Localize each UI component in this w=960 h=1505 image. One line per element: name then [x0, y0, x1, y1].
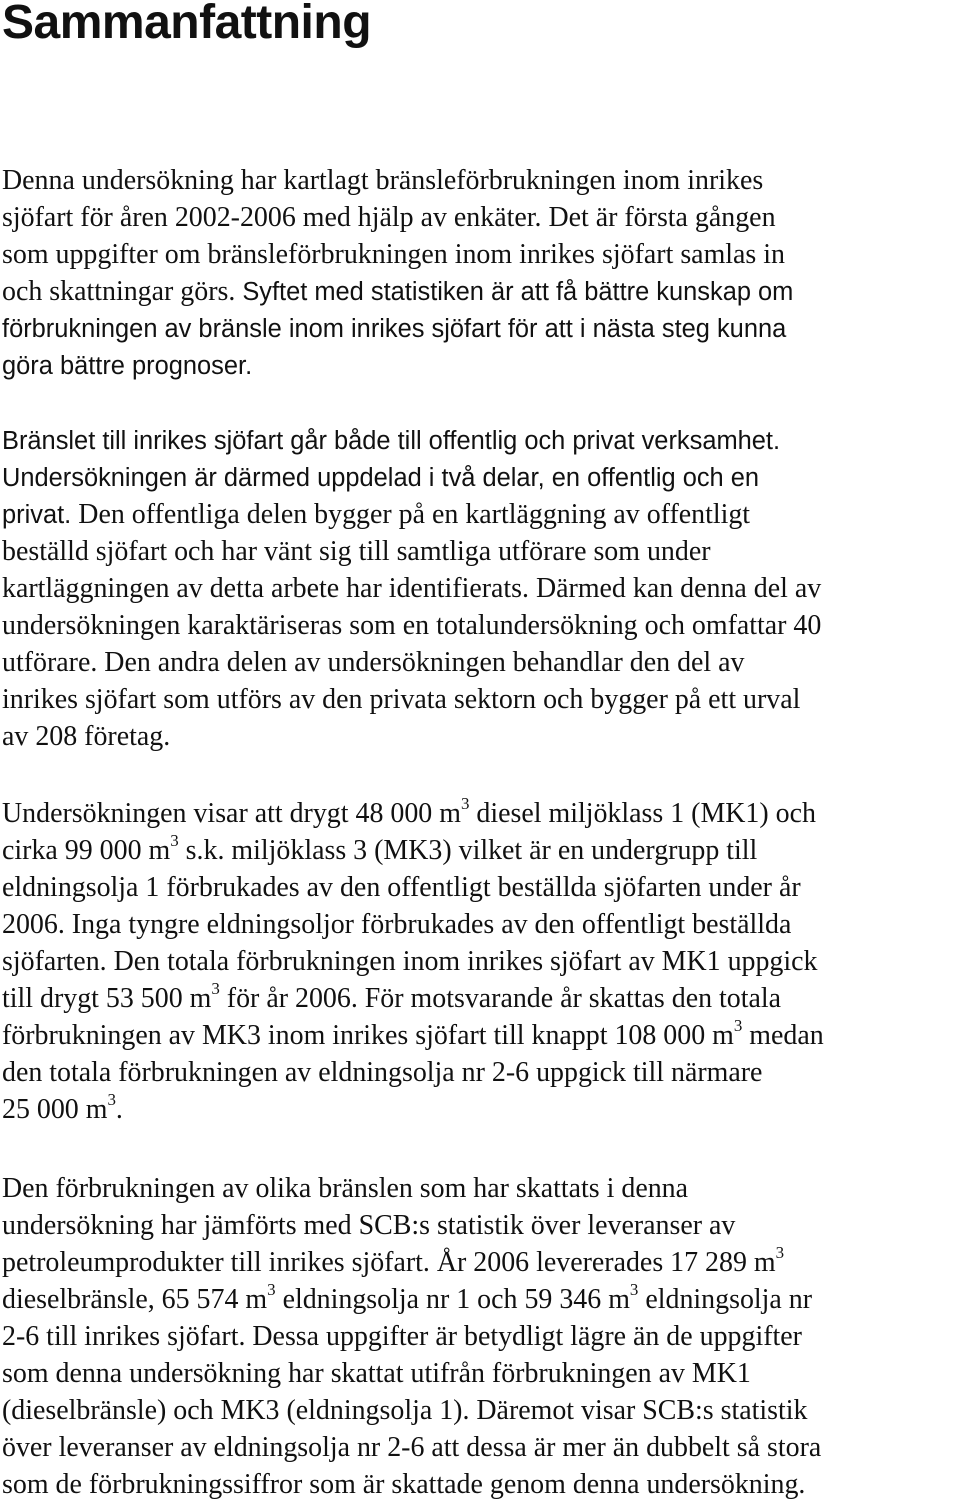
text-segment: den totala förbrukningen av eldningsolja nr 2-6 uppgick till närmare — [2, 1057, 763, 1088]
text-line — [2, 1244, 957, 1281]
superscript: 3 — [170, 831, 179, 850]
text-segment: 2-6 till inrikes sjöfart. Dessa uppgifter är betydligt lägre än de uppgifter — [2, 1321, 802, 1352]
text-segment: inrikes sjöfart som utförs av den privata sektorn och bygger på ett urval — [2, 684, 801, 715]
text-segment: medan — [742, 1020, 824, 1051]
text-segment: Undersökningen är därmed uppdelad i två delar, en offentlig och en — [2, 464, 760, 492]
superscript: 3 — [211, 979, 220, 998]
text-line — [2, 347, 957, 384]
text-segment: Den förbrukningen av olika bränslen som har skattats i denna — [2, 1173, 689, 1204]
text-segment: undersökning har jämförts med SCB:s statistik över leveranser av — [2, 1210, 736, 1241]
text-segment: göra bättre prognoser. — [2, 352, 253, 380]
text-segment: eldningsolja nr — [638, 1284, 813, 1315]
text-segment: Denna undersökning har kartlagt bränsleförbrukningen inom inrikes — [2, 165, 764, 196]
paragraph-2 — [2, 422, 960, 755]
superscript: 3 — [733, 1016, 743, 1035]
text-line — [2, 162, 957, 199]
text-segment: som de förbrukningssiffror som är skattade genom denna undersökning. — [2, 1469, 806, 1500]
text-line — [2, 832, 957, 869]
text-line — [2, 681, 957, 718]
superscript: 3 — [775, 1243, 785, 1262]
text-segment: s.k. miljöklass 3 (MK3) vilket är en undergrupp till — [178, 835, 758, 866]
paragraph-4 — [2, 1170, 960, 1503]
text-line — [2, 273, 957, 310]
text-line — [2, 459, 957, 496]
text-line — [2, 980, 957, 1017]
text-line — [2, 1017, 957, 1054]
text-segment: privat. — [2, 501, 79, 529]
text-segment: förbrukningen av bränsle inom inrikes sjöfart för att i nästa steg kunna — [2, 315, 787, 343]
text-line — [2, 570, 957, 607]
text-segment: för år 2006. För motsvarande år skattas den totala — [219, 983, 782, 1014]
text-segment: förbrukningen av MK3 inom inrikes sjöfart till knappt 108 000 m — [2, 1020, 734, 1051]
text-segment: utförare. Den andra delen av undersökningen behandlar den del av — [2, 647, 745, 678]
text-line — [2, 644, 957, 681]
text-segment: diesel miljöklass 1 (MK1) och — [469, 798, 816, 829]
text-line — [2, 718, 957, 755]
text-segment: Bränslet till inrikes sjöfart går både till offentlig och privat verksamhet. — [2, 427, 781, 455]
text-line — [2, 869, 957, 906]
text-segment: beställd sjöfart och har vänt sig till samtliga utförare som under — [2, 536, 711, 567]
text-segment: Syftet med statistiken är att få bättre kunskap om — [242, 278, 794, 306]
page-title: Sammanfattning — [2, 0, 372, 49]
text-line — [2, 1207, 957, 1244]
text-line — [2, 1054, 957, 1091]
text-line — [2, 1355, 957, 1392]
text-line — [2, 607, 957, 644]
text-segment: undersökningen karaktäriseras som en totalundersökning och omfattar 40 — [2, 610, 822, 641]
text-line — [2, 1466, 957, 1503]
text-segment: och skattningar görs. — [2, 276, 243, 307]
text-segment: sjöfarten. Den totala förbrukningen inom inrikes sjöfart av MK1 uppgick — [2, 946, 818, 977]
text-segment: eldningsolja nr 1 och 59 346 m — [275, 1284, 630, 1315]
text-segment: som uppgifter om bränsleförbrukningen inom inrikes sjöfart samlas in — [2, 239, 785, 270]
text-line — [2, 943, 957, 980]
text-segment: (dieselbränsle) och MK3 (eldningsolja 1). Däremot visar SCB:s statistik — [2, 1395, 808, 1426]
superscript: 3 — [107, 1090, 116, 1109]
text-segment: dieselbränsle, 65 574 m — [2, 1284, 268, 1315]
text-line — [2, 533, 957, 570]
text-segment: sjöfart för åren 2002-2006 med hjälp av enkäter. Det är första gången — [2, 202, 776, 233]
text-segment: som denna undersökning har skattat utifrån förbrukningen av MK1 — [2, 1358, 751, 1389]
text-segment: . — [115, 1094, 123, 1125]
text-line — [2, 310, 957, 347]
text-segment: Undersökningen visar att drygt 48 000 m — [2, 798, 461, 829]
text-segment: av 208 företag. — [2, 721, 171, 752]
text-line — [2, 1281, 957, 1318]
text-line — [2, 1429, 957, 1466]
text-segment: 2006. Inga tyngre eldningsoljor förbrukades av den offentligt beställda — [2, 909, 792, 940]
text-line — [2, 1170, 957, 1207]
superscript: 3 — [629, 1280, 639, 1299]
text-line — [2, 496, 957, 533]
text-segment: Den offentliga delen bygger på en kartläggning av offentligt — [78, 499, 751, 530]
text-line — [2, 199, 957, 236]
text-line — [2, 1091, 957, 1128]
text-line — [2, 1318, 957, 1355]
text-line — [2, 795, 957, 832]
paragraph-3 — [2, 795, 960, 1128]
text-segment: till drygt 53 500 m — [2, 983, 212, 1014]
text-segment: eldningsolja 1 förbrukades av den offentligt beställda sjöfarten under år — [2, 872, 801, 903]
text-segment: petroleumprodukter till inrikes sjöfart. År 2006 levererades 17 289 m — [2, 1247, 776, 1278]
text-segment: kartläggningen av detta arbete har identifierats. Därmed kan denna del av — [2, 573, 822, 604]
text-line — [2, 906, 957, 943]
paragraph-1 — [2, 162, 960, 384]
text-segment: över leveranser av eldningsolja nr 2-6 att dessa är mer än dubbelt så stora — [2, 1432, 822, 1463]
text-segment: 25 000 m — [2, 1094, 108, 1125]
text-segment: cirka 99 000 m — [2, 835, 171, 866]
text-line — [2, 236, 957, 273]
text-line — [2, 422, 957, 459]
text-line — [2, 1392, 957, 1429]
superscript: 3 — [460, 794, 470, 813]
superscript: 3 — [267, 1280, 276, 1299]
